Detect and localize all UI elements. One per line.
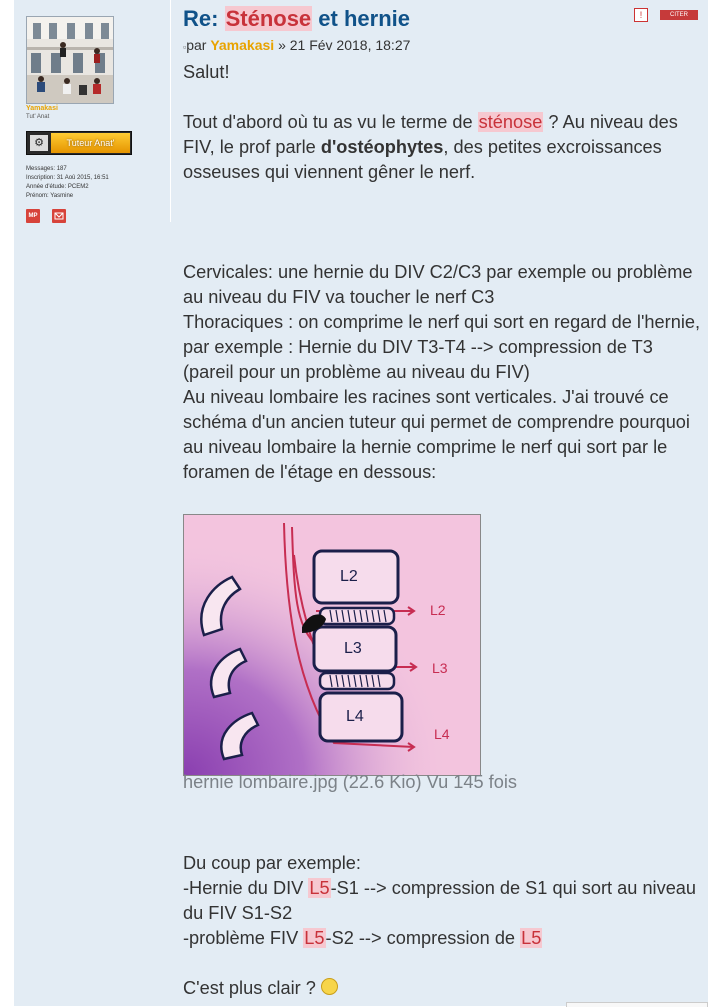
diagram-label-nerve-l3: L3 bbox=[432, 660, 448, 676]
example-2: -problème FIV L5-S2 --> compression de L5 bbox=[183, 928, 542, 948]
attachment-caption: hernie lombaire.jpg (22.6 Kio) Vu 145 fois bbox=[183, 772, 517, 792]
diagram-label-vertebra-l2: L2 bbox=[340, 568, 358, 585]
diagram-label-nerve-l4: L4 bbox=[434, 726, 450, 742]
closing-line: C'est plus clair ? bbox=[183, 976, 703, 1001]
rank-badge bbox=[26, 131, 132, 155]
diagram-label-vertebra-l3: L3 bbox=[344, 640, 362, 657]
diagram-label-vertebra-l4: L4 bbox=[346, 708, 364, 725]
profile-username[interactable]: Yamakasi bbox=[26, 105, 58, 112]
profile-detail-year: Année d'étude: PCEM2 bbox=[26, 184, 89, 190]
text-highlight: L5 bbox=[309, 878, 330, 898]
text-highlight: sténose bbox=[478, 112, 543, 132]
rank-badge-label: Tuteur Anat' bbox=[51, 133, 130, 153]
messages-count[interactable]: 187 bbox=[56, 166, 67, 172]
title-highlight: Sténose bbox=[225, 6, 312, 31]
post-date: » 21 Fév 2018, 18:27 bbox=[278, 37, 411, 53]
smiley-icon bbox=[321, 978, 338, 995]
profile-details bbox=[26, 165, 109, 201]
post-meta: ▫par Yamakasi » 21 Fév 2018, 18:27 bbox=[183, 37, 411, 53]
avatar[interactable] bbox=[26, 16, 114, 104]
private-message-icon[interactable]: MP bbox=[26, 209, 40, 223]
profile-detail-messages: Messages: 187 bbox=[26, 166, 67, 172]
profile-detail-firstname: Prénom: Yasmine bbox=[26, 193, 74, 199]
avatar-image bbox=[27, 17, 113, 103]
diagram-label-nerve-l2: L2 bbox=[430, 602, 446, 618]
paragraph-cervicales: Cervicales: une hernie du DIV C2/C3 par exemple ou problème au niveau du FIV va toucher le nerf C3 bbox=[183, 262, 693, 307]
post-content bbox=[183, 60, 703, 485]
text-highlight: L5 bbox=[521, 928, 542, 948]
post-profile bbox=[14, 0, 171, 222]
hernia-diagram bbox=[184, 515, 480, 775]
gear-icon: ⚙ bbox=[30, 135, 48, 151]
post-container bbox=[14, 0, 708, 1006]
post-title[interactable]: Re: Sténose et hernie bbox=[183, 6, 410, 31]
attachment-image[interactable] bbox=[183, 514, 481, 776]
post-icon[interactable]: ▫ bbox=[183, 42, 187, 52]
profile-detail-inscription: Inscription: 31 Aoû 2015, 16:51 bbox=[26, 175, 109, 181]
next-post-edge bbox=[566, 1002, 708, 1007]
paragraph-lombaire: Au niveau lombaire les racines sont verticales. J'ai trouvé ce schéma d'un ancien tuteur qui permet de comprendre pourquoi au niveau lombaire la hernie comprime le nerf qui sort par le foramen de l'étage en dessous: bbox=[183, 387, 690, 482]
examples-intro: Du coup par exemple: bbox=[183, 853, 361, 873]
report-button[interactable]: ! bbox=[634, 8, 648, 22]
greeting: Salut! bbox=[183, 62, 230, 82]
paragraph-stenose: Tout d'abord où tu as vu le terme de sténose ? Au niveau des FIV, le prof parle d'ostéophytes, des petites excroissances osseuses qui viennent gêner le nerf. bbox=[183, 112, 678, 182]
profile-rank: Tut' Anat bbox=[26, 114, 50, 120]
paragraph-thoraciques: Thoraciques : on comprime le nerf qui sort en regard de l'hernie, par exemple : Hernie du DIV T3-T4 --> compression de T3 (pareil pour un problème au niveau du FIV) bbox=[183, 312, 701, 382]
post-content-examples bbox=[183, 851, 703, 1001]
post-author[interactable]: Yamakasi bbox=[210, 37, 275, 53]
email-icon[interactable] bbox=[52, 209, 66, 223]
text-highlight: L5 bbox=[304, 928, 325, 948]
example-1: -Hernie du DIV L5-S1 --> compression de S1 qui sort au niveau du FIV S1-S2 bbox=[183, 878, 697, 923]
quote-button[interactable]: CITER bbox=[660, 10, 698, 20]
